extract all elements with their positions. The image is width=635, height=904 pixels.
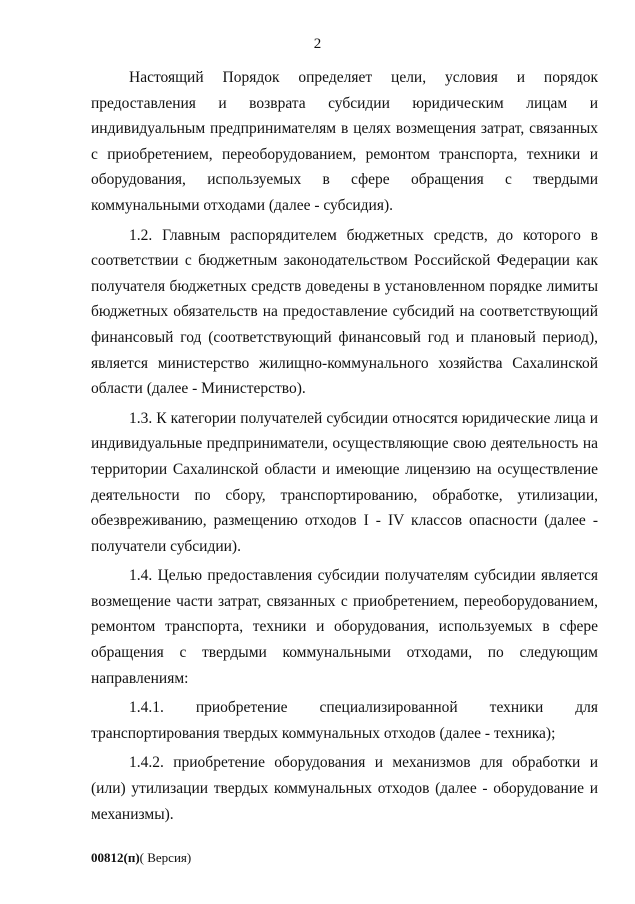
document-version: ( Версия): [139, 850, 192, 865]
document-body: [91, 65, 598, 827]
paragraph-1-4-2: 1.4.2. приобретение оборудования и механизмов для обработки и (или) утилизации твердых коммунальных отходов (далее - оборудование и механизмы).: [91, 754, 598, 823]
paragraph-1-3: 1.3. К категории получателей субсидии относятся юридические лица и индивидуальные предприниматели, осуществляющие свою деятельность на территории Сахалинской области и имеющие лицензию на осуществление деятельности по сбору, транспортированию, обработке, утилизации, обезвреживанию, размещению отходов I - IV классов опасности (далее - получатели субсидии).: [91, 409, 598, 555]
paragraph-1-4-1: 1.4.1. приобретение специализированной техники для транспортирования твердых коммунальных отходов (далее - техника);: [91, 699, 598, 742]
document-footer: [91, 850, 191, 866]
page-number: 2: [313, 36, 322, 52]
document-code: 00812(п): [91, 850, 140, 865]
paragraph-1-4: 1.4. Целью предоставления субсидии получателям субсидии является возмещение части затрат, связанных с приобретением, переоборудованием, ремонтом транспорта, техники и оборудования, используемых в сфере обращения с твердыми коммунальными отходами, по следующим направлениям:: [91, 567, 598, 687]
paragraph-purpose: Настоящий Порядок определяет цели, условия и порядок предоставления и возврата субсидии юридическим лицам и индивидуальным предпринимателям в целях возмещения затрат, связанных с приобретением, переоборудованием, ремонтом транспорта, техники и оборудования, используемых в сфере обращения с твердыми коммунальными отходами (далее - субсидия).: [91, 69, 598, 214]
paragraph-1-2: 1.2. Главным распорядителем бюджетных средств, до которого в соответствии с бюджетным законодательством Российской Федерации как получателя бюджетных средств доведены в установленном порядке лимиты бюджетных обязательств на предоставление субсидий на соответствующий финансовый год (соответствующий финансовый год и плановый период), является министерство жилищно-коммунального хозяйства Сахалинской области (далее - Министерство).: [91, 226, 598, 398]
